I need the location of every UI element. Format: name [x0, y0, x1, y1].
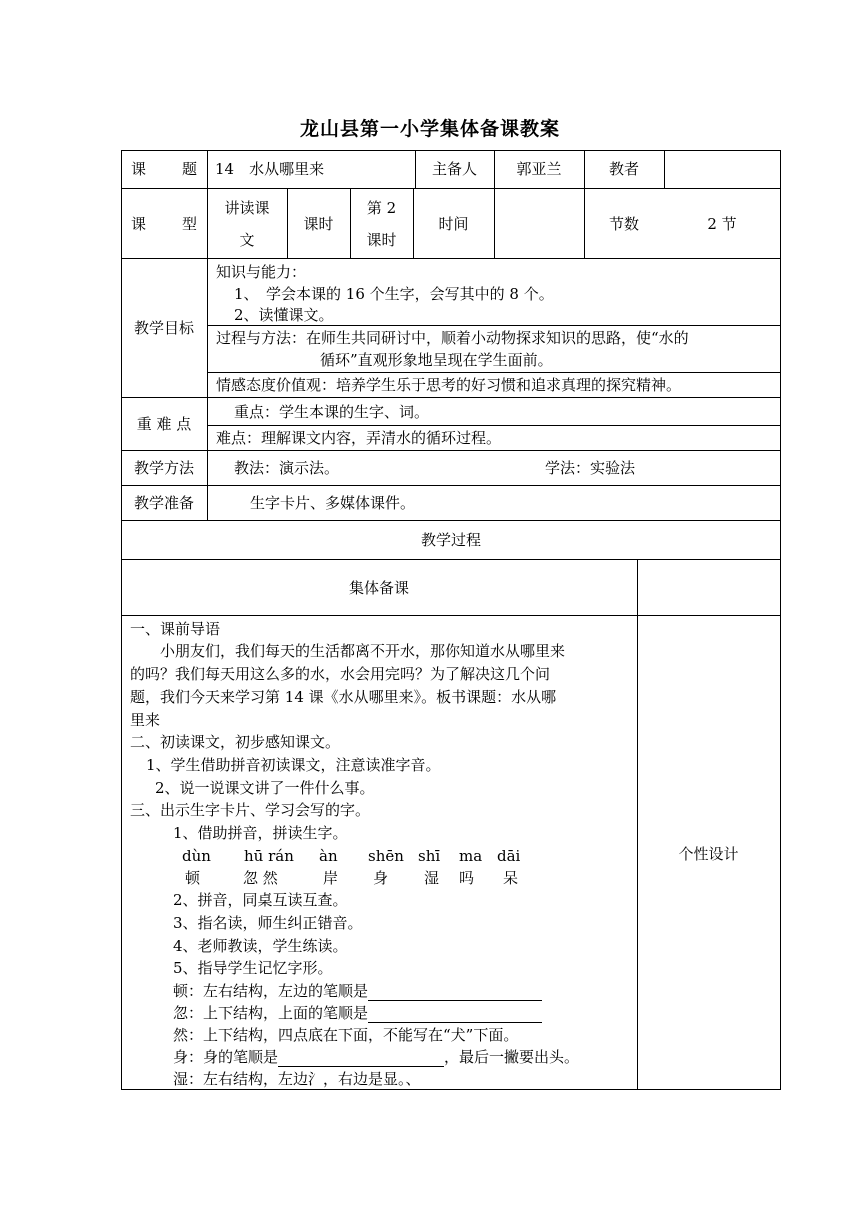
char-7: 呆 [503, 869, 519, 887]
pinyin-5: shī [418, 847, 441, 865]
blank-line [368, 984, 542, 1001]
body-s3-3: 3、指名读，师生纠正错音。 [173, 914, 363, 932]
lesson-value: 14 水从哪里来 [215, 160, 325, 178]
goals-knowledge-1: 1、 学会本课的 16 个生字，会写其中的 8 个。 [234, 285, 554, 303]
personal-title: 个性设计 [678, 845, 739, 863]
type-label: 课 型 [131, 215, 197, 233]
pinyin-6: ma [459, 847, 483, 865]
goals-knowledge-title: 知识与能力： [216, 263, 307, 281]
body-p1-4: 里来 [130, 711, 161, 729]
goals-label: 教学目标 [133, 319, 194, 337]
collective-title: 集体备课 [348, 579, 409, 597]
type-value-2: 文 [239, 231, 255, 249]
body-s1: 一、课前导语 [130, 620, 221, 638]
goals-process-1: 过程与方法：在师生共同研讨中，顺着小动物探求知识的思路，使“水的 [216, 329, 689, 347]
time-label: 时间 [438, 215, 469, 233]
pinyin-7: dāi [497, 847, 521, 865]
body-s2: 二、初读课文，初步感知课文。 [130, 733, 341, 751]
lead-value: 郭亚兰 [516, 160, 562, 178]
goals-emotion: 情感态度价值观：培养学生乐于思考的好习惯和追求真理的探究精神。 [216, 376, 682, 394]
body-s3-2: 2、拼音，同桌互读互查。 [173, 891, 348, 909]
char-6: 吗 [459, 869, 475, 887]
char-2: 忽 然 [243, 869, 278, 887]
teacher-label: 教者 [608, 160, 639, 178]
goals-knowledge-2: 2、读懂课文。 [234, 306, 334, 324]
method-teach: 教法：演示法。 [234, 459, 340, 477]
char-1: 顿 [185, 869, 201, 887]
method-label: 教学方法 [133, 459, 194, 477]
periods-label: 节数 [608, 215, 639, 233]
body-s3-1: 1、借助拼音，拼读生字。 [173, 824, 348, 842]
body-d5: 湿：左右结构，左边氵，右边是显。、 [173, 1070, 421, 1088]
method-learn: 学法：实验法 [545, 459, 636, 477]
lesson-label: 课 题 [131, 160, 197, 178]
blank-line [368, 1006, 542, 1023]
periods-value: 2 节 [707, 215, 737, 233]
pinyin-4: shēn [368, 847, 404, 865]
hours-value-2: 课时 [366, 231, 397, 249]
body-s2-1: 1、学生借助拼音初读课文，注意读准字音。 [146, 756, 441, 774]
body-p1-3: 题，我们今天来学习第 14 课《水从哪里来》。板书课题：水从哪 [130, 688, 557, 706]
body-s2-2: 2、说一说课文讲了一件什么事。 [155, 779, 375, 797]
goals-process-2: 循环”直观形象地呈现在学生面前。 [320, 351, 553, 369]
prep-value: 生字卡片、多媒体课件。 [250, 494, 416, 512]
body-p1-2: 的吗？我们每天用这么多的水，水会用完吗？为了解决这几个问 [130, 665, 551, 683]
prep-label: 教学准备 [133, 494, 194, 512]
lead-label: 主备人 [431, 160, 477, 178]
process-title: 教学过程 [420, 531, 481, 549]
blank-line [278, 1050, 444, 1067]
difficulty-hard: 难点：理解课文内容，弄清水的循环过程。 [216, 429, 502, 447]
body-d4: 身：身的笔顺是 ，最后一撇要出头。 [173, 1048, 580, 1066]
body-s3-4: 4、老师教读，学生练读。 [173, 937, 348, 955]
hours-value-1: 第 2 [366, 199, 397, 217]
hours-label: 课时 [303, 215, 334, 233]
difficulty-key: 重点：学生本课的生字、词。 [234, 403, 430, 421]
body-d1: 顿：左右结构，左边的笔顺是 [173, 981, 542, 1001]
difficulty-label: 重 难 点 [136, 415, 192, 433]
body-p1-1: 小朋友们，我们每天的生活都离不开水，那你知道水从哪里来 [160, 642, 566, 660]
type-value-1: 讲读课 [224, 199, 270, 217]
page-title: 龙山县第一小学集体备课教案 [299, 118, 560, 140]
pinyin-2: hū rán [244, 847, 294, 865]
body-d2: 忽：上下结构，上面的笔顺是 [173, 1003, 542, 1023]
char-5: 湿 [424, 869, 440, 887]
body-s3-5: 5、指导学生记忆字形。 [173, 959, 333, 977]
pinyin-3: àn [319, 847, 338, 865]
char-4: 身 [373, 869, 389, 887]
body-s3: 三、出示生字卡片、学习会写的字。 [130, 801, 371, 819]
body-d3: 然：上下结构，四点底在下面，不能写在“犬”下面。 [173, 1026, 519, 1044]
pinyin-1: dùn [182, 847, 211, 865]
char-3: 岸 [323, 869, 339, 887]
